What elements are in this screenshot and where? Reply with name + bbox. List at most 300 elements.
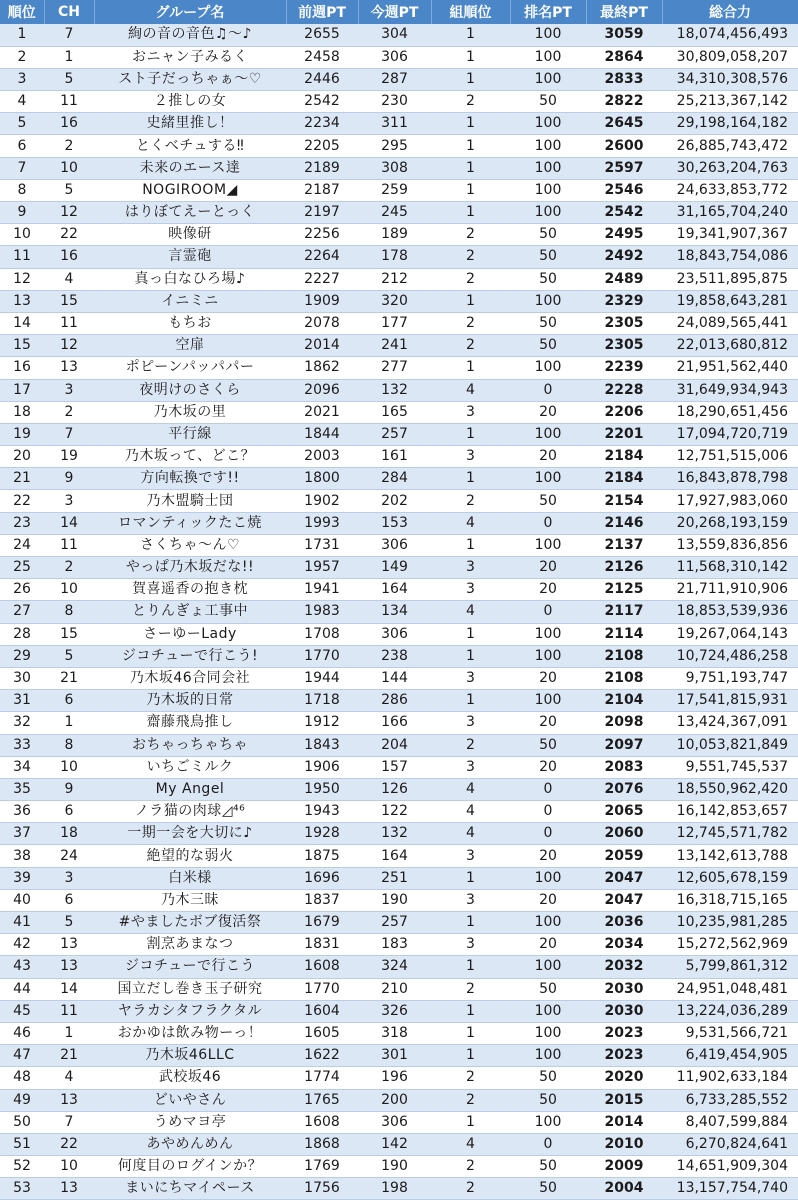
cell-rank-pt: 100	[510, 357, 586, 379]
cell-rank: 28	[0, 623, 44, 645]
cell-group-name: まいにちマイペース	[94, 1178, 286, 1200]
cell-final-pt: 2108	[586, 667, 662, 689]
table-row	[0, 912, 798, 934]
cell-group-rank: 1	[431, 468, 510, 490]
table-row	[0, 734, 798, 756]
table-row	[0, 823, 798, 845]
cell-group-rank: 1	[431, 423, 510, 445]
cell-rank-pt: 100	[510, 534, 586, 556]
cell-rank-pt: 100	[510, 690, 586, 712]
cell-rank: 22	[0, 490, 44, 512]
cell-rank: 7	[0, 157, 44, 179]
cell-total-power: 9,551,745,537	[662, 756, 798, 778]
cell-rank-pt: 100	[510, 157, 586, 179]
table-row	[0, 778, 798, 800]
cell-group-name: 賀喜遥香の抱き枕	[94, 579, 286, 601]
cell-ch: 13	[44, 1089, 94, 1111]
table-row	[0, 756, 798, 778]
cell-ch: 11	[44, 1000, 94, 1022]
table-row	[0, 1111, 798, 1133]
cell-this-pt: 149	[358, 557, 431, 579]
cell-prev-pt: 2078	[286, 312, 358, 334]
cell-group-rank: 1	[431, 202, 510, 224]
cell-rank: 6	[0, 135, 44, 157]
cell-ch: 19	[44, 446, 94, 468]
table-row	[0, 1133, 798, 1155]
header-rank-pt: 排名PT	[510, 0, 586, 24]
cell-ch: 21	[44, 1045, 94, 1067]
cell-total-power: 10,235,981,285	[662, 912, 798, 934]
cell-total-power: 12,751,515,006	[662, 446, 798, 468]
cell-final-pt: 2154	[586, 490, 662, 512]
cell-rank-pt: 50	[510, 1178, 586, 1200]
cell-this-pt: 190	[358, 889, 431, 911]
cell-prev-pt: 1774	[286, 1067, 358, 1089]
cell-rank: 41	[0, 912, 44, 934]
cell-prev-pt: 1944	[286, 667, 358, 689]
cell-final-pt: 2010	[586, 1133, 662, 1155]
cell-prev-pt: 1843	[286, 734, 358, 756]
cell-rank-pt: 50	[510, 224, 586, 246]
cell-total-power: 21,951,562,440	[662, 357, 798, 379]
cell-prev-pt: 1765	[286, 1089, 358, 1111]
cell-group-name: 割烹あまなつ	[94, 934, 286, 956]
cell-group-rank: 3	[431, 401, 510, 423]
cell-group-rank: 3	[431, 756, 510, 778]
header-group-name: グループ名	[94, 0, 286, 24]
cell-final-pt: 2864	[586, 46, 662, 68]
cell-rank-pt: 50	[510, 1156, 586, 1178]
cell-group-rank: 1	[431, 956, 510, 978]
cell-rank: 29	[0, 645, 44, 667]
cell-prev-pt: 2205	[286, 135, 358, 157]
cell-this-pt: 153	[358, 512, 431, 534]
cell-ch: 1	[44, 712, 94, 734]
cell-prev-pt: 1770	[286, 645, 358, 667]
cell-rank: 48	[0, 1067, 44, 1089]
cell-rank-pt: 20	[510, 712, 586, 734]
cell-rank-pt: 0	[510, 512, 586, 534]
cell-group-rank: 4	[431, 823, 510, 845]
cell-rank: 31	[0, 690, 44, 712]
cell-group-rank: 2	[431, 734, 510, 756]
table-row	[0, 1067, 798, 1089]
cell-ch: 13	[44, 1178, 94, 1200]
cell-final-pt: 2329	[586, 290, 662, 312]
cell-prev-pt: 1622	[286, 1045, 358, 1067]
cell-rank-pt: 100	[510, 46, 586, 68]
cell-final-pt: 2104	[586, 690, 662, 712]
table-row	[0, 357, 798, 379]
cell-group-rank: 1	[431, 867, 510, 889]
cell-rank: 36	[0, 801, 44, 823]
cell-group-name: 方向転換です!!	[94, 468, 286, 490]
table-row	[0, 1089, 798, 1111]
cell-this-pt: 301	[358, 1045, 431, 1067]
cell-total-power: 23,511,895,875	[662, 268, 798, 290]
cell-group-name: 映像研	[94, 224, 286, 246]
cell-group-rank: 3	[431, 845, 510, 867]
cell-group-name: 真っ白なひろ場♪	[94, 268, 286, 290]
cell-group-name: 武校坂46	[94, 1067, 286, 1089]
cell-total-power: 9,531,566,721	[662, 1022, 798, 1044]
cell-rank: 49	[0, 1089, 44, 1111]
cell-ch: 18	[44, 823, 94, 845]
cell-final-pt: 2015	[586, 1089, 662, 1111]
cell-prev-pt: 1731	[286, 534, 358, 556]
cell-rank-pt: 20	[510, 667, 586, 689]
cell-prev-pt: 2187	[286, 179, 358, 201]
cell-this-pt: 257	[358, 423, 431, 445]
cell-this-pt: 196	[358, 1067, 431, 1089]
cell-final-pt: 2009	[586, 1156, 662, 1178]
table-row	[0, 1000, 798, 1022]
cell-this-pt: 204	[358, 734, 431, 756]
cell-final-pt: 2492	[586, 246, 662, 268]
cell-this-pt: 210	[358, 978, 431, 1000]
cell-total-power: 18,550,962,420	[662, 778, 798, 800]
cell-total-power: 5,799,861,312	[662, 956, 798, 978]
table-row	[0, 1022, 798, 1044]
cell-group-rank: 2	[431, 490, 510, 512]
cell-group-rank: 3	[431, 712, 510, 734]
cell-group-name: 国立だし巻き玉子研究	[94, 978, 286, 1000]
cell-ch: 11	[44, 312, 94, 334]
cell-this-pt: 308	[358, 157, 431, 179]
cell-group-name: おかゆは飲み物ーっ！	[94, 1022, 286, 1044]
cell-this-pt: 202	[358, 490, 431, 512]
table-row	[0, 623, 798, 645]
cell-rank: 45	[0, 1000, 44, 1022]
cell-prev-pt: 1800	[286, 468, 358, 490]
cell-final-pt: 2098	[586, 712, 662, 734]
table-row	[0, 557, 798, 579]
cell-group-name: ジコチューで行こう	[94, 956, 286, 978]
cell-group-name: 乃木坂の里	[94, 401, 286, 423]
cell-ch: 6	[44, 690, 94, 712]
cell-group-rank: 4	[431, 379, 510, 401]
cell-prev-pt: 2256	[286, 224, 358, 246]
table-row	[0, 579, 798, 601]
cell-group-name: NOGIROOM◢	[94, 179, 286, 201]
cell-final-pt: 2032	[586, 956, 662, 978]
cell-group-name: 言霊砲	[94, 246, 286, 268]
cell-rank-pt: 50	[510, 978, 586, 1000]
cell-rank-pt: 0	[510, 601, 586, 623]
cell-ch: 10	[44, 756, 94, 778]
table-row	[0, 1156, 798, 1178]
cell-prev-pt: 1943	[286, 801, 358, 823]
cell-rank: 52	[0, 1156, 44, 1178]
cell-group-name: 乃木三昧	[94, 889, 286, 911]
cell-total-power: 25,213,367,142	[662, 91, 798, 113]
cell-rank: 3	[0, 68, 44, 90]
cell-prev-pt: 1912	[286, 712, 358, 734]
cell-rank: 1	[0, 24, 44, 46]
header-rank: 順位	[0, 0, 44, 24]
cell-total-power: 6,733,285,552	[662, 1089, 798, 1111]
cell-final-pt: 2597	[586, 157, 662, 179]
cell-this-pt: 132	[358, 823, 431, 845]
cell-group-name: 乃木坂46LLC	[94, 1045, 286, 1067]
cell-rank-pt: 20	[510, 446, 586, 468]
cell-this-pt: 183	[358, 934, 431, 956]
cell-group-name: 乃木坂46合同会社	[94, 667, 286, 689]
cell-group-rank: 4	[431, 512, 510, 534]
cell-ch: 2	[44, 135, 94, 157]
cell-prev-pt: 1718	[286, 690, 358, 712]
cell-this-pt: 212	[358, 268, 431, 290]
cell-final-pt: 2060	[586, 823, 662, 845]
cell-final-pt: 2305	[586, 335, 662, 357]
cell-rank: 9	[0, 202, 44, 224]
cell-total-power: 18,843,754,086	[662, 246, 798, 268]
cell-ch: 10	[44, 1156, 94, 1178]
cell-rank: 10	[0, 224, 44, 246]
cell-group-rank: 1	[431, 623, 510, 645]
cell-this-pt: 306	[358, 1111, 431, 1133]
table-row	[0, 379, 798, 401]
cell-final-pt: 2030	[586, 1000, 662, 1022]
cell-final-pt: 2489	[586, 268, 662, 290]
cell-ch: 1	[44, 1022, 94, 1044]
cell-total-power: 8,407,599,884	[662, 1111, 798, 1133]
cell-rank: 16	[0, 357, 44, 379]
table-row	[0, 113, 798, 135]
cell-rank-pt: 100	[510, 113, 586, 135]
cell-this-pt: 177	[358, 312, 431, 334]
cell-prev-pt: 2197	[286, 202, 358, 224]
cell-final-pt: 2146	[586, 512, 662, 534]
cell-rank-pt: 100	[510, 135, 586, 157]
cell-final-pt: 2239	[586, 357, 662, 379]
cell-group-name: スト子だっちゃぁ～♡	[94, 68, 286, 90]
cell-rank-pt: 100	[510, 1111, 586, 1133]
cell-group-rank: 1	[431, 179, 510, 201]
table-row	[0, 202, 798, 224]
cell-ch: 4	[44, 1067, 94, 1089]
cell-group-rank: 1	[431, 157, 510, 179]
cell-prev-pt: 2189	[286, 157, 358, 179]
table-row	[0, 978, 798, 1000]
cell-rank: 14	[0, 312, 44, 334]
cell-prev-pt: 1708	[286, 623, 358, 645]
cell-prev-pt: 1679	[286, 912, 358, 934]
cell-prev-pt: 1868	[286, 1133, 358, 1155]
cell-this-pt: 161	[358, 446, 431, 468]
cell-group-rank: 1	[431, 113, 510, 135]
cell-group-rank: 2	[431, 312, 510, 334]
cell-total-power: 6,270,824,641	[662, 1133, 798, 1155]
cell-rank-pt: 50	[510, 1067, 586, 1089]
cell-rank-pt: 50	[510, 268, 586, 290]
cell-rank: 11	[0, 246, 44, 268]
table-row	[0, 312, 798, 334]
cell-prev-pt: 1957	[286, 557, 358, 579]
table-row	[0, 224, 798, 246]
table-row	[0, 91, 798, 113]
cell-total-power: 13,142,613,788	[662, 845, 798, 867]
cell-total-power: 17,927,983,060	[662, 490, 798, 512]
cell-prev-pt: 1837	[286, 889, 358, 911]
cell-ch: 1	[44, 46, 94, 68]
cell-rank: 19	[0, 423, 44, 445]
cell-this-pt: 134	[358, 601, 431, 623]
cell-rank-pt: 20	[510, 557, 586, 579]
cell-ch: 15	[44, 623, 94, 645]
cell-rank: 37	[0, 823, 44, 845]
cell-group-name: ロマンティックたこ焼	[94, 512, 286, 534]
cell-this-pt: 190	[358, 1156, 431, 1178]
cell-total-power: 24,633,853,772	[662, 179, 798, 201]
table-row	[0, 490, 798, 512]
cell-final-pt: 2206	[586, 401, 662, 423]
cell-rank: 23	[0, 512, 44, 534]
cell-prev-pt: 1928	[286, 823, 358, 845]
cell-rank: 25	[0, 557, 44, 579]
cell-group-rank: 1	[431, 912, 510, 934]
cell-this-pt: 257	[358, 912, 431, 934]
cell-prev-pt: 1902	[286, 490, 358, 512]
cell-prev-pt: 2264	[286, 246, 358, 268]
header-row	[0, 0, 798, 24]
cell-rank-pt: 50	[510, 312, 586, 334]
cell-group-name: ２推しの女	[94, 91, 286, 113]
cell-final-pt: 2822	[586, 91, 662, 113]
cell-group-rank: 2	[431, 1156, 510, 1178]
header-this-pt: 今週PT	[358, 0, 431, 24]
cell-this-pt: 295	[358, 135, 431, 157]
cell-group-name: はりぼてえーとっく	[94, 202, 286, 224]
cell-this-pt: 306	[358, 534, 431, 556]
cell-final-pt: 2047	[586, 889, 662, 911]
cell-group-name: My Angel	[94, 778, 286, 800]
cell-this-pt: 326	[358, 1000, 431, 1022]
cell-rank: 43	[0, 956, 44, 978]
cell-group-rank: 1	[431, 135, 510, 157]
cell-ch: 15	[44, 290, 94, 312]
cell-ch: 5	[44, 912, 94, 934]
cell-group-rank: 1	[431, 46, 510, 68]
cell-final-pt: 2495	[586, 224, 662, 246]
cell-prev-pt: 1756	[286, 1178, 358, 1200]
cell-group-name: やっぱ乃木坂だな!!	[94, 557, 286, 579]
cell-group-rank: 3	[431, 557, 510, 579]
cell-rank: 51	[0, 1133, 44, 1155]
cell-this-pt: 157	[358, 756, 431, 778]
cell-final-pt: 2305	[586, 312, 662, 334]
cell-rank: 42	[0, 934, 44, 956]
cell-this-pt: 178	[358, 246, 431, 268]
table-row	[0, 157, 798, 179]
cell-final-pt: 2126	[586, 557, 662, 579]
cell-group-name: 白米様	[94, 867, 286, 889]
cell-this-pt: 304	[358, 24, 431, 46]
cell-prev-pt: 2014	[286, 335, 358, 357]
cell-prev-pt: 2003	[286, 446, 358, 468]
cell-ch: 14	[44, 978, 94, 1000]
cell-group-name: いちごミルク	[94, 756, 286, 778]
cell-group-rank: 1	[431, 1111, 510, 1133]
cell-final-pt: 2004	[586, 1178, 662, 1200]
cell-group-rank: 3	[431, 934, 510, 956]
cell-group-name: もちお	[94, 312, 286, 334]
cell-ch: 16	[44, 113, 94, 135]
cell-rank: 4	[0, 91, 44, 113]
cell-rank-pt: 20	[510, 401, 586, 423]
cell-prev-pt: 2096	[286, 379, 358, 401]
cell-group-name: イニミニ	[94, 290, 286, 312]
header-ch: CH	[44, 0, 94, 24]
cell-prev-pt: 1875	[286, 845, 358, 867]
cell-total-power: 30,809,058,207	[662, 46, 798, 68]
cell-final-pt: 2014	[586, 1111, 662, 1133]
cell-rank-pt: 100	[510, 290, 586, 312]
cell-group-name: 齋藤飛鳥推し	[94, 712, 286, 734]
cell-final-pt: 3059	[586, 24, 662, 46]
cell-ch: 8	[44, 601, 94, 623]
cell-total-power: 10,724,486,258	[662, 645, 798, 667]
cell-total-power: 15,272,562,969	[662, 934, 798, 956]
cell-prev-pt: 1770	[286, 978, 358, 1000]
cell-rank: 27	[0, 601, 44, 623]
cell-final-pt: 2023	[586, 1045, 662, 1067]
cell-group-name: あやめんめん	[94, 1133, 286, 1155]
cell-this-pt: 286	[358, 690, 431, 712]
cell-group-rank: 1	[431, 357, 510, 379]
cell-total-power: 18,853,539,936	[662, 601, 798, 623]
cell-group-name: 空扉	[94, 335, 286, 357]
cell-rank-pt: 0	[510, 379, 586, 401]
cell-rank: 5	[0, 113, 44, 135]
cell-total-power: 14,651,909,304	[662, 1156, 798, 1178]
table-row	[0, 645, 798, 667]
cell-final-pt: 2020	[586, 1067, 662, 1089]
cell-this-pt: 251	[358, 867, 431, 889]
cell-rank-pt: 100	[510, 645, 586, 667]
cell-rank-pt: 50	[510, 734, 586, 756]
cell-rank-pt: 20	[510, 845, 586, 867]
cell-final-pt: 2108	[586, 645, 662, 667]
cell-this-pt: 306	[358, 46, 431, 68]
cell-this-pt: 318	[358, 1022, 431, 1044]
cell-this-pt: 241	[358, 335, 431, 357]
cell-group-rank: 2	[431, 246, 510, 268]
table-row	[0, 401, 798, 423]
cell-prev-pt: 1941	[286, 579, 358, 601]
cell-total-power: 19,267,064,143	[662, 623, 798, 645]
table-row	[0, 46, 798, 68]
table-row	[0, 690, 798, 712]
cell-ch: 5	[44, 179, 94, 201]
cell-rank-pt: 20	[510, 579, 586, 601]
header-group-rank: 組順位	[431, 0, 510, 24]
cell-final-pt: 2047	[586, 867, 662, 889]
cell-ch: 6	[44, 889, 94, 911]
cell-rank-pt: 100	[510, 24, 586, 46]
cell-rank-pt: 0	[510, 1133, 586, 1155]
cell-this-pt: 198	[358, 1178, 431, 1200]
cell-rank: 12	[0, 268, 44, 290]
cell-rank-pt: 100	[510, 179, 586, 201]
cell-final-pt: 2036	[586, 912, 662, 934]
cell-prev-pt: 1605	[286, 1022, 358, 1044]
cell-this-pt: 166	[358, 712, 431, 734]
cell-this-pt: 287	[358, 68, 431, 90]
cell-final-pt: 2184	[586, 468, 662, 490]
cell-total-power: 13,157,754,740	[662, 1178, 798, 1200]
cell-this-pt: 189	[358, 224, 431, 246]
